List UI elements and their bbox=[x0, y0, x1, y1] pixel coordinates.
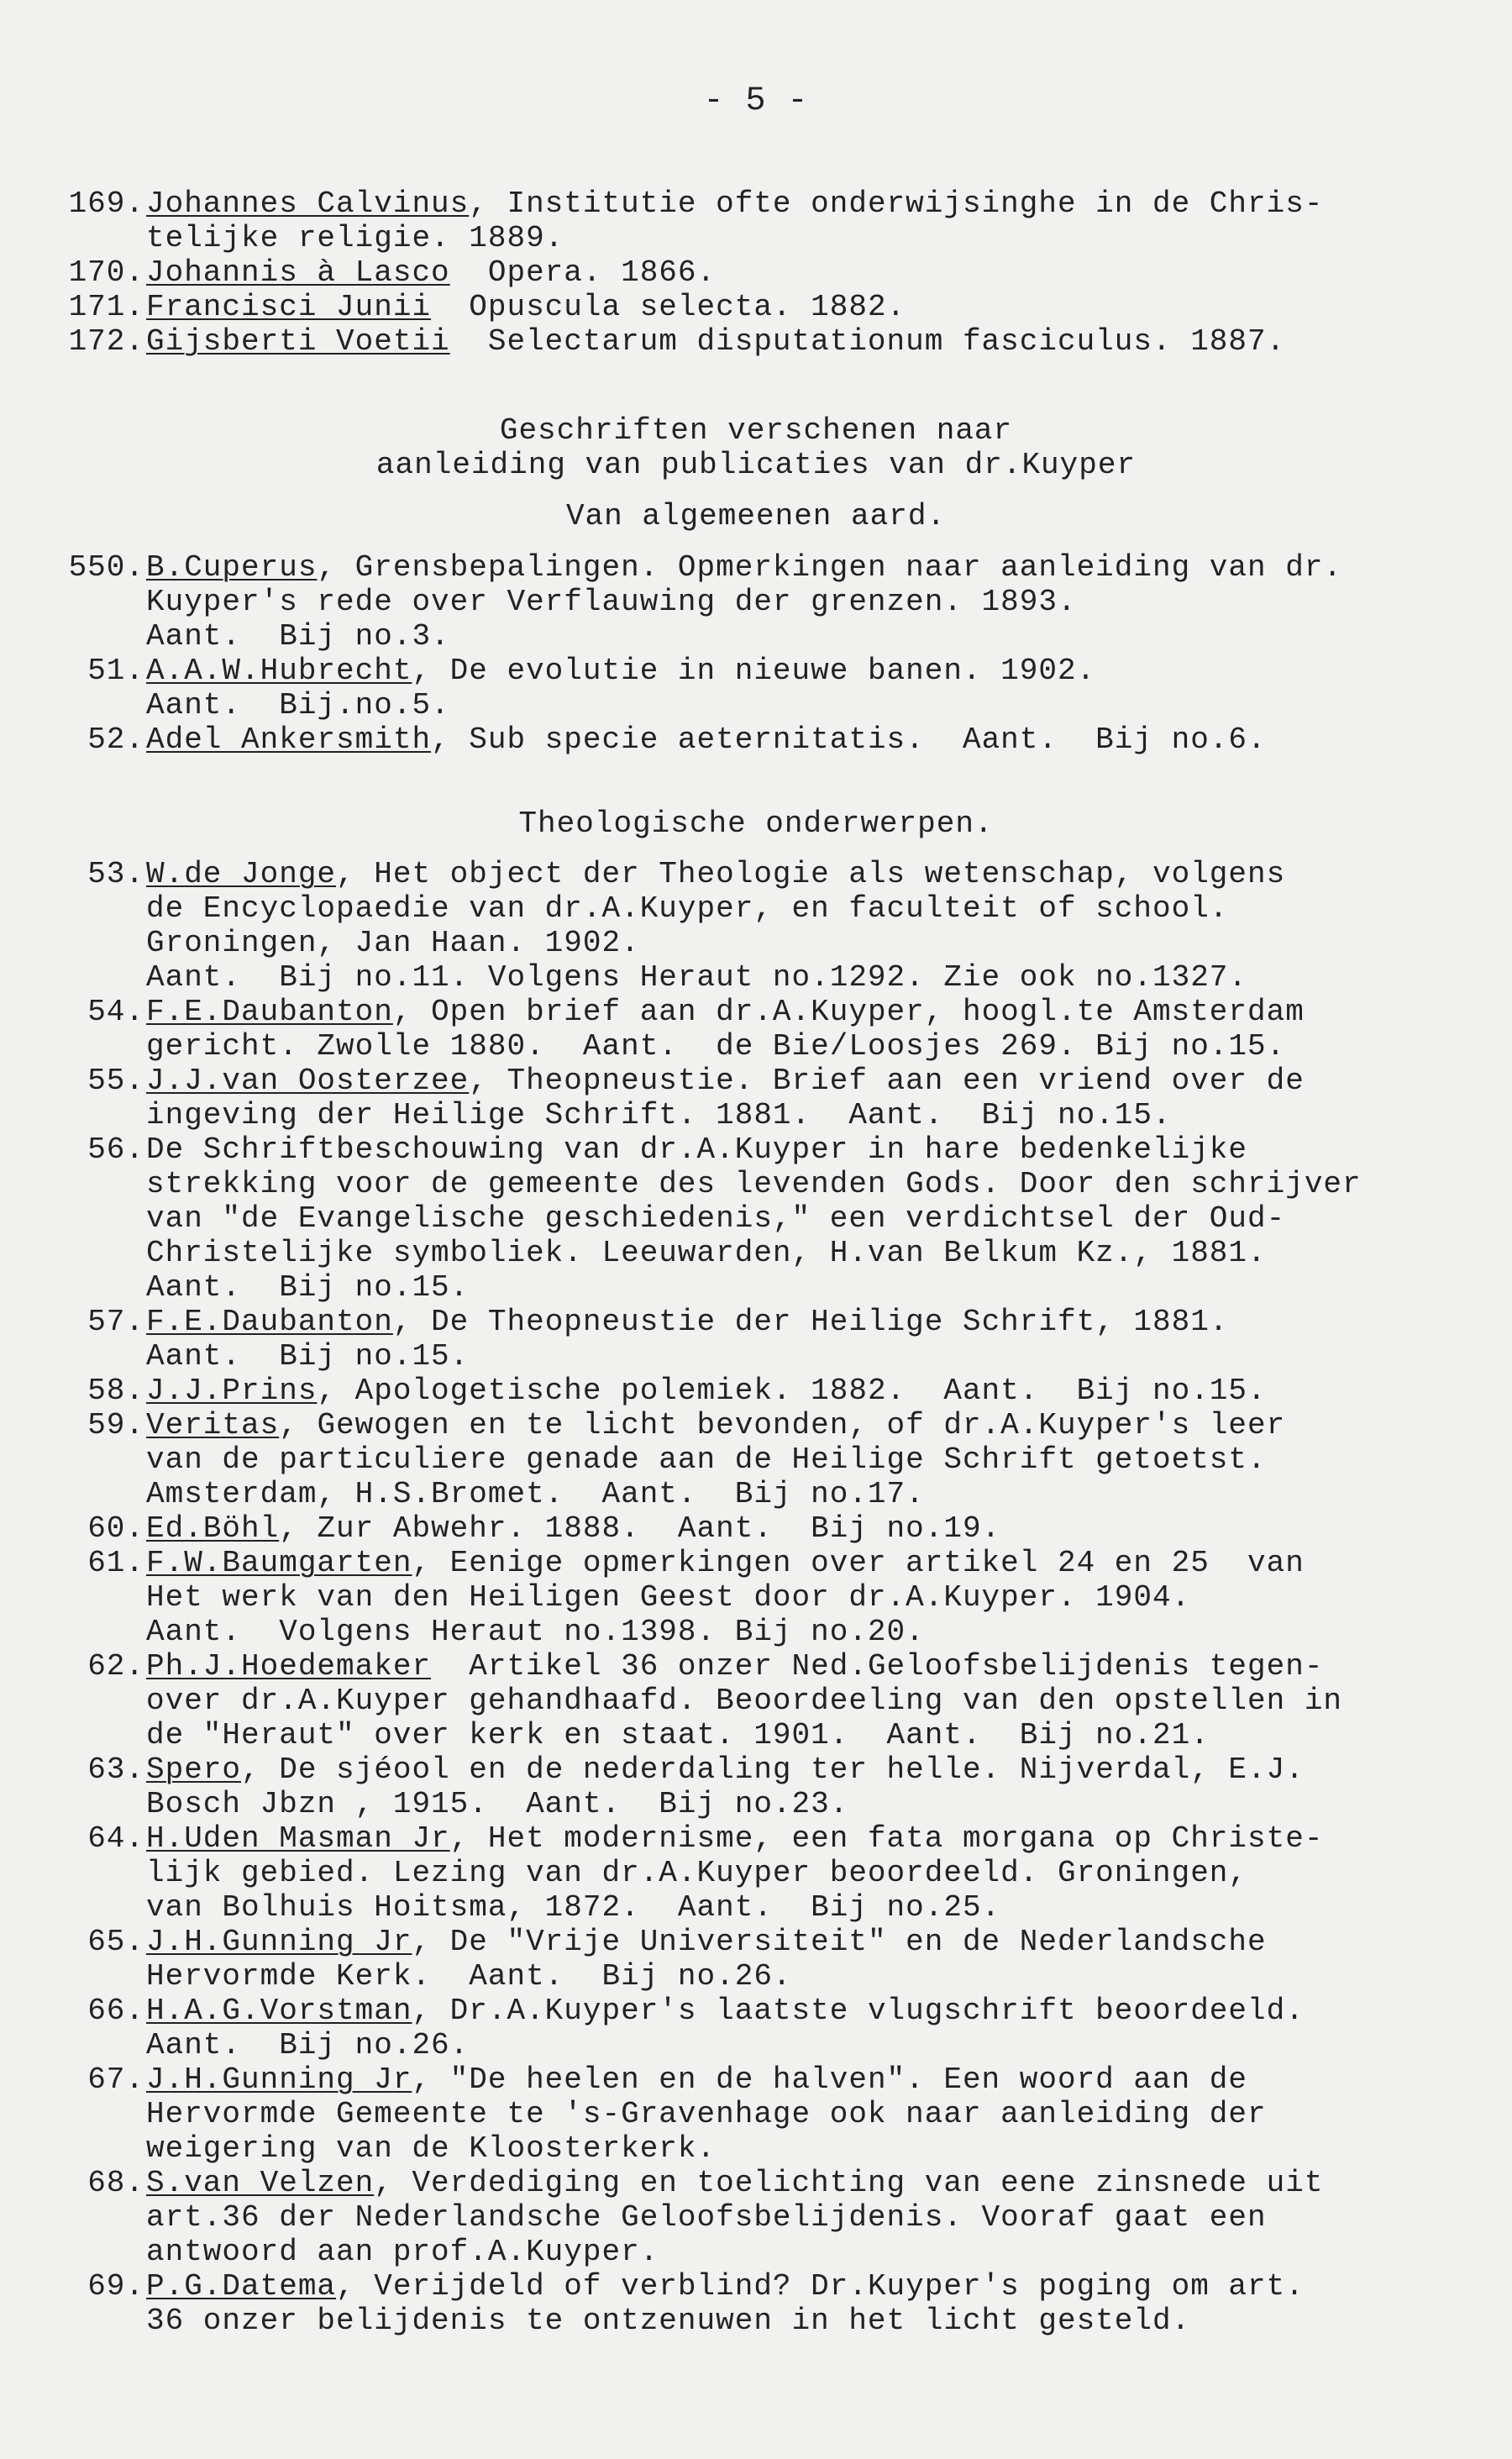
entry-number: 170. bbox=[68, 255, 144, 290]
entry-number: 63. bbox=[87, 1752, 144, 1787]
entry-author: J.H.Gunning Jr bbox=[146, 2062, 412, 2097]
entry-author: W.de Jonge bbox=[146, 857, 337, 891]
entry-number: 56. bbox=[87, 1132, 144, 1167]
entry-number: 169. bbox=[68, 187, 144, 221]
entry-author: A.A.W.Hubrecht bbox=[146, 654, 412, 688]
entry-number: 550. bbox=[68, 550, 144, 585]
entry-number: 51. bbox=[87, 654, 144, 688]
entry-author: Gijsberti Voetii bbox=[146, 324, 450, 359]
entry-number: 59. bbox=[87, 1408, 144, 1442]
entry-number: 54. bbox=[87, 995, 144, 1029]
entry-number: 53. bbox=[87, 857, 144, 891]
entry-author: Ed.Böhl bbox=[146, 1511, 280, 1546]
section-heading: Geschriften verschenen naar bbox=[499, 413, 1013, 448]
entry-number: 172. bbox=[68, 324, 144, 359]
document-page: - 5 - 169. Johannes Calvinus, Institutie ofte onderwijsinghe in de Chris- telijke religie. 1889. 170. Johannis à Lasco Opera. 1866. 171. Francisci Junii Opuscula selecta. 1882. 172. Gijsberti Voetii Selectarum disputationum fasciculus. 1887. Geschriften verschenen naar aanleiding van publicaties van dr.Kuyper Van algemeenen aard. 550. B.Cuperus, Grensbepalingen. Opmerkingen naar aanleiding van dr. Kuyper's rede over Verflauwing der grenzen. 1893. Aant. Bij no.3. 51. A.A.W.Hubrecht, De evolutie in nieuwe banen. 1902. Aant. Bij.no.5. 52. Adel Ankersmith, Sub specie aeternitatis. Aant. Bij no.6. Theologische onderwerpen. 53. W.de Jonge, Het object der Theologie als wetenschap, volgens de Encyclopaedie van dr.A.Kuyper, en faculteit of school. Groningen, Jan Haan. 1902. Aant. Bij no.11. Volgens Heraut no.1292. Zie ook no.1327. 54. F.E.Daubanton, Open brief aan dr.A.Kuyper, hoogl.te Amsterdam gericht. Zwolle 1880. Aant. de Bie/Loosjes 269. Bij no.15. 55. J.J.van Oosterzee, Theopneustie. Brief aan een vriend over de ingeving der Heilige Schrift. 1881. Aant. Bij no.15. 56. De Schriftbeschouwing van dr.A.Kuyper in hare bedenkelijke strekking voor de gemeente des levenden Gods. Door den schrijver van "de Evangelische geschiedenis," een verdichtsel der Oud- Christelijke symboliek. Leeuwarden, H.van Belkum Kz., 1881. Aant. Bij no.15. 57. F.E.Daubanton, De Theopneustie der Heilige Schrift, 1881. Aant. Bij no.15. 58. J.J.Prins, Apologetische polemiek. 1882. Aant. Bij no.15. 59. Veritas, Gewogen en te licht bevonden, of dr.A.Kuyper's leer van de particuliere genade aan de Heilige Schrift getoetst. Amsterdam, H.S.Bromet. Aant. Bij no.17. 60. Ed.Böhl, Zur Abwehr. 1888. Aant. Bij no.19. 61. F.W.Baumgarten, Eenige opmerkingen over artikel 24 en 25 van Het werk van den Heiligen Geest door dr.A.Kuyper. 1904. Aant. Volgens Heraut no.1398. Bij no.20. 62. Ph.J.Hoedemaker Artikel 36 onzer Ned.Geloofsbelijdenis tegen- over dr.A.Kuyper gehandhaafd. Beoordeeling van den opstellen in de "Heraut" over kerk en staat. 1901. Aant. Bij no.21. 63. Spero, De sjéool en de nederdaling ter helle. Nijverdal, E.J. Bosch Jbzn , 1915. Aant. Bij no.23. 64. H.Uden Masman Jr, Het modernisme, een fata morgana op Christe- lijk gebied. Lezing van dr.A.Kuyper beoordeeld. Groningen, van Bolhuis Hoitsma, 1872. Aant. Bij no.25. 65. J.H.Gunning Jr, De "Vrije Universiteit" en de Nederlandsche Hervormde Kerk. Aant. Bij no.26. 66. H.A.G.Vorstman, Dr.A.Kuyper's laatste vlugschrift beoordeeld. Aant. Bij no.26. 67. J.H.Gunning Jr, "De heelen en de halven". Een woord aan de Hervormde Gemeente te 's-Gravenhage ook naar aanleiding der weigering van de Kloosterkerk. 68. S.van Velzen, Verdediging en toelichting van eene zinsnede uit art.36 der Nederlandsche Geloofsbelijdenis. Vooraf gaat een antwoord aan prof.A.Kuyper. 69. P.G.Datema, Verijdeld of verblind? Dr.Kuyper's poging om art. 36 onzer belijdenis te ontzenuwen in het licht gesteld. bbox=[0, 0, 1512, 2459]
entry-author: J.J.van Oosterzee bbox=[146, 1064, 470, 1098]
entry-number: 68. bbox=[87, 2166, 144, 2200]
entry-author: Johannes Calvinus bbox=[146, 187, 470, 221]
entry-author: Spero bbox=[146, 1752, 242, 1787]
entry-number: 57. bbox=[87, 1305, 144, 1339]
entry-author: Ph.J.Hoedemaker bbox=[146, 1649, 432, 1684]
entry-number: 58. bbox=[87, 1374, 144, 1408]
entry-number: 61. bbox=[87, 1546, 144, 1580]
entry-author: J.H.Gunning Jr bbox=[146, 1925, 412, 1959]
entry-number: 64. bbox=[87, 1821, 144, 1856]
page-number: - 5 - bbox=[703, 82, 809, 120]
entry-author: F.E.Daubanton bbox=[146, 1305, 393, 1339]
entry-number: 69. bbox=[87, 2269, 144, 2304]
entry-author: Francisci Junii bbox=[146, 290, 432, 324]
entry-number: 65. bbox=[87, 1925, 144, 1959]
entry-number: 55. bbox=[87, 1064, 144, 1098]
entry-author: Johannis à Lasco bbox=[146, 255, 450, 290]
entry-author: Adel Ankersmith bbox=[146, 722, 432, 757]
section-subheading: Theologische onderwerpen. bbox=[518, 807, 994, 841]
entry-author: Veritas bbox=[146, 1408, 280, 1442]
section-heading: aanleiding van publicaties van dr.Kuyper bbox=[375, 448, 1137, 482]
entry-author: H.Uden Masman Jr bbox=[146, 1821, 450, 1856]
section-subheading: Van algemeenen aard. bbox=[565, 499, 947, 533]
entry-author: S.van Velzen bbox=[146, 2166, 375, 2200]
entry-number: 52. bbox=[87, 722, 144, 757]
entry-author: H.A.G.Vorstman bbox=[146, 1994, 412, 2028]
entry-author: F.E.Daubanton bbox=[146, 995, 393, 1029]
entry-number: 66. bbox=[87, 1994, 144, 2028]
entry-number: 67. bbox=[87, 2062, 144, 2097]
entry-number: 60. bbox=[87, 1511, 144, 1546]
entry-author: B.Cuperus bbox=[146, 550, 318, 585]
entry-author: F.W.Baumgarten bbox=[146, 1546, 412, 1580]
entry-number: 171. bbox=[68, 290, 144, 324]
entry-number: 62. bbox=[87, 1649, 144, 1684]
entry-author: P.G.Datema bbox=[146, 2269, 337, 2304]
entry-author: J.J.Prins bbox=[146, 1374, 318, 1408]
